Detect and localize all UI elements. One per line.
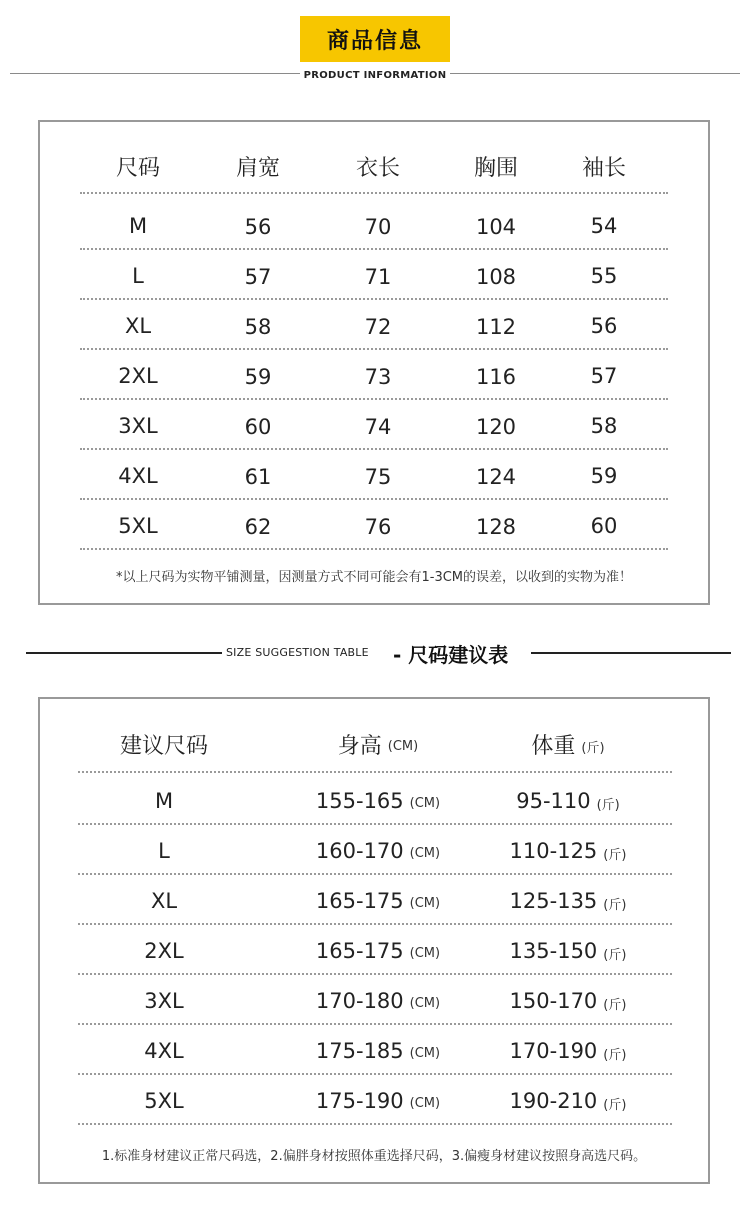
suggestion-table-header-unit: (CM) [387,738,419,754]
dotted-divider [78,1123,672,1125]
suggestion-table-cell-weight [468,977,668,1025]
size-table-cell-sleeve: 57 [590,364,618,388]
suggestion-table-unit: (CM) [409,1095,441,1111]
size-table-cell-size: XL [124,314,152,338]
size-table-header-row [80,138,668,194]
suggestion-table-row [78,1027,672,1075]
suggestion-table-header-label: 身高 [337,733,382,759]
suggestion-table-value: 165-175 [315,939,404,963]
suggestion-table-unit: (斤) [603,997,627,1013]
dotted-divider [78,1023,672,1025]
size-table-cell-size: M [128,214,148,238]
size-table-cell-sleeve: 60 [590,514,618,538]
size-table-cell-length: 72 [364,315,392,339]
suggestion-table-unit: (CM) [409,1045,441,1061]
suggestion-table-value: 170-180 [315,989,404,1013]
suggestion-table-value: M [154,789,174,813]
suggestion-table-cell-height [278,1027,478,1075]
size-table-note: *以上尺码为实物平铺测量，因测量方式不同可能会有1-3CM的误差，以收到的实物为准！ [115,570,633,585]
size-table-cell-shoulder: 56 [244,215,272,239]
suggestion-table-header-size [64,715,264,773]
size-table-cell-chest: 108 [475,265,517,289]
suggestion-table-cell-weight [468,927,668,975]
suggestion-table-value: 5XL [144,1089,184,1113]
dotted-divider [80,548,668,550]
size-table-cell-size: 3XL [118,414,158,438]
suggestion-table-value: 160-170 [315,839,404,863]
suggestion-table-cell-size [64,927,264,975]
suggestion-table-value: 135-150 [509,939,598,963]
suggestion-table-cell-weight [468,1027,668,1075]
section-title-badge: 商品信息 [300,16,450,62]
size-table-cell-size: 5XL [118,514,158,538]
size-table-cell-length: 76 [364,515,392,539]
suggestion-table-value: L [158,839,170,863]
suggestion-table-cell-size [64,1027,264,1075]
size-table-row [80,452,668,500]
suggestion-table-row [78,877,672,925]
size-table [38,120,710,605]
divider-line-left [26,652,222,654]
suggestion-table-value: 175-190 [315,1089,404,1113]
size-table-row [80,402,668,450]
suggestion-table-unit: (斤) [603,947,627,963]
suggestion-table-cell-size [64,827,264,875]
size-table-cell-shoulder: 61 [244,465,272,489]
size-table-cell-shoulder: 58 [244,315,272,339]
dotted-divider [78,1073,672,1075]
size-table-cell-sleeve: 55 [590,264,618,288]
suggestion-table-cell-size [64,777,264,825]
suggestion-table-header-weight [468,715,668,773]
section-subtitle: PRODUCT INFORMATION [303,70,447,81]
size-table-cell-sleeve: 56 [590,314,618,338]
size-table-cell-length: 71 [364,265,392,289]
size-table-cell-sleeve: 54 [590,214,618,238]
size-table-row [80,352,668,400]
suggestion-table-value: 125-135 [509,889,598,913]
size-table-cell-size: 2XL [118,364,158,388]
suggestion-table-cell-weight [468,877,668,925]
divider-title-chinese: - 尺码建议表 [393,643,509,667]
suggestion-table-row [78,827,672,875]
suggestion-table-cell-size [64,877,264,925]
size-table-cell-length: 75 [364,465,392,489]
suggestion-table-unit: (斤) [603,847,627,863]
size-table-cell-chest: 120 [475,415,517,439]
dotted-divider [80,398,668,400]
dotted-divider [78,973,672,975]
size-table-cell-shoulder: 60 [244,415,272,439]
suggestion-table-row [78,1077,672,1125]
size-table-row [80,302,668,350]
size-table-cell-size: 4XL [118,464,158,488]
size-table-cell-sleeve: 59 [590,464,618,488]
suggestion-table-value: XL [150,889,178,913]
size-table-cell-chest: 104 [475,215,517,239]
size-table-cell-shoulder: 62 [244,515,272,539]
size-table-header-chest: 胸围 [473,155,518,181]
dotted-divider [78,923,672,925]
suggestion-table-unit: (斤) [603,1097,627,1113]
suggestion-table-cell-weight [468,827,668,875]
suggestion-table-cell-height [278,927,478,975]
suggestion-table-value: 165-175 [315,889,404,913]
dotted-divider [80,448,668,450]
suggestion-table-row [78,777,672,825]
suggestion-table-cell-height [278,827,478,875]
suggestion-table-cell-height [278,777,478,825]
suggestion-table-unit: (CM) [409,945,441,961]
dotted-divider [80,192,668,194]
size-table-cell-chest: 128 [475,515,517,539]
suggestion-table-value: 2XL [144,939,184,963]
suggestion-table-note: 1.标准身材建议正常尺码选，2.偏胖身材按照体重选择尺码，3.偏瘦身材建议按照身高选尺码。 [101,1149,647,1164]
suggestion-table-cell-height [278,877,478,925]
suggestion-table-unit: (CM) [409,795,441,811]
dotted-divider [80,298,668,300]
suggestion-table-header-label: 建议尺码 [119,733,208,759]
suggestion-table-value: 95-110 [516,789,591,813]
size-table-cell-shoulder: 59 [244,365,272,389]
divider-title-english: SIZE SUGGESTION TABLE [226,646,369,659]
suggestion-table-value: 190-210 [509,1089,598,1113]
size-suggestion-table [38,697,710,1184]
size-table-cell-chest: 116 [475,365,517,389]
size-table-cell-chest: 112 [475,315,517,339]
suggestion-table-row [78,927,672,975]
size-table-header-sleeve: 袖长 [581,155,626,181]
suggestion-table-header-unit: (斤) [581,740,605,756]
size-table-cell-length: 73 [364,365,392,389]
dotted-divider [80,498,668,500]
suggestion-table-cell-size [64,1077,264,1125]
suggestion-table-value: 110-125 [509,839,598,863]
suggestion-table-cell-height [278,977,478,1025]
dotted-divider [78,823,672,825]
size-table-header-shoulder: 肩宽 [235,155,280,181]
size-table-row [80,252,668,300]
suggestion-table-value: 4XL [144,1039,184,1063]
suggestion-table-unit: (斤) [603,897,627,913]
dotted-divider [80,248,668,250]
size-table-row [80,502,668,550]
header-divider-left [10,73,300,74]
suggestion-table-header-row [78,715,672,773]
dotted-divider [78,771,672,773]
dotted-divider [80,348,668,350]
size-table-cell-size: L [132,264,144,288]
suggestion-table-cell-height [278,1077,478,1125]
suggestion-table-cell-weight [468,777,668,825]
suggestion-table-value: 155-165 [315,789,404,813]
dotted-divider [78,873,672,875]
suggestion-table-header-height [278,715,478,773]
size-table-header-size: 尺码 [115,155,160,181]
size-table-row [80,202,668,250]
suggestion-table-value: 170-190 [509,1039,598,1063]
divider-line-right [531,652,731,654]
suggestion-table-cell-size [64,977,264,1025]
suggestion-table-value: 3XL [144,989,184,1013]
header-divider-right [450,73,740,74]
suggestion-table-unit: (CM) [409,895,441,911]
suggestion-table-unit: (斤) [603,1047,627,1063]
size-table-cell-sleeve: 58 [590,414,618,438]
suggestion-table-header-label: 体重 [531,733,576,759]
suggestion-table-row [78,977,672,1025]
suggestion-table-unit: (CM) [409,995,441,1011]
size-table-cell-length: 74 [364,415,392,439]
size-table-header-length: 衣长 [355,155,400,181]
size-table-cell-shoulder: 57 [244,265,272,289]
suggestion-table-value: 175-185 [315,1039,404,1063]
suggestion-table-value: 150-170 [509,989,598,1013]
size-table-cell-chest: 124 [475,465,517,489]
suggestion-table-cell-weight [468,1077,668,1125]
suggestion-table-unit: (斤) [596,797,620,813]
size-table-cell-length: 70 [364,215,392,239]
suggestion-table-unit: (CM) [409,845,441,861]
